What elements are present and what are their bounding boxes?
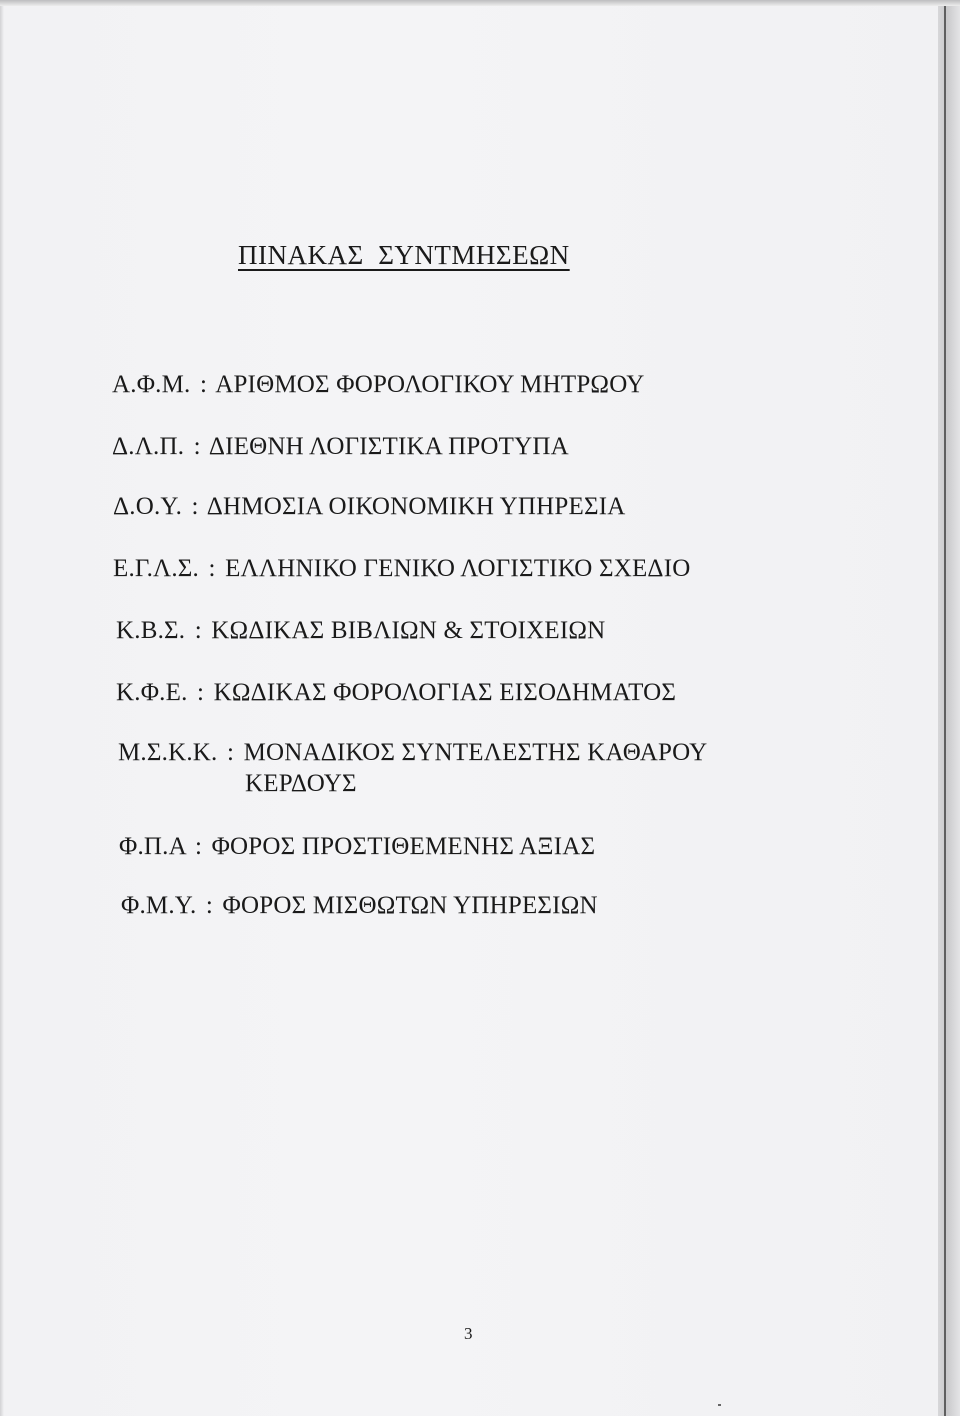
abbreviation-entry <box>119 834 595 859</box>
abbreviation-entry <box>121 893 598 918</box>
binding-edge <box>938 0 960 1416</box>
separator: : <box>194 833 203 860</box>
abbreviation-meaning-continuation: ΚΕΡΔΟΥΣ <box>245 770 357 797</box>
abbreviation-meaning: ΔΙΕΘΝΗ ΛΟΓΙΣΤΙΚΑ ΠΡΟΤΥΠΑ <box>208 433 569 460</box>
abbreviation-meaning: ΦΟΡΟΣ ΜΙΣΘΩΤΩΝ ΥΠΗΡΕΣΙΩΝ <box>222 892 598 919</box>
abbreviation: Μ.Σ.Κ.Κ. <box>118 739 218 766</box>
separator: : <box>199 371 208 398</box>
page-left-shadow <box>0 0 4 1416</box>
abbreviation-entry <box>113 494 625 519</box>
separator: : <box>226 739 235 766</box>
abbreviation-meaning: ΜΟΝΑΔΙΚΟΣ ΣΥΝΤΕΛΕΣΤΗΣ ΚΑΘΑΡΟΥ <box>243 739 708 766</box>
abbreviation: Δ.Ο.Υ. <box>113 493 183 520</box>
separator: : <box>197 679 205 706</box>
scan-top-edge <box>0 0 960 6</box>
separator: : <box>208 555 216 582</box>
abbreviation: Κ.Φ.Ε. <box>116 679 188 706</box>
separator: : <box>205 892 214 919</box>
abbreviation: Φ.Π.Α <box>119 833 186 860</box>
page-title: ΠΙΝΑΚΑΣ ΣΥΝΤΜΗΣΕΩΝ <box>238 240 570 270</box>
abbreviation-entry <box>112 372 644 397</box>
abbreviation: Ε.Γ.Λ.Σ. <box>113 555 199 582</box>
abbreviation-entry <box>118 740 707 765</box>
separator: : <box>194 617 202 644</box>
abbreviation-entry <box>116 680 676 705</box>
abbreviation: Φ.Μ.Υ. <box>121 892 197 919</box>
abbreviation: Κ.Β.Σ. <box>116 617 186 644</box>
abbreviation-meaning: ΚΩΔΙΚΑΣ ΦΟΡΟΛΟΓΙΑΣ ΕΙΣΟΔΗΜΑΤΟΣ <box>213 679 677 706</box>
page-number: 3 <box>464 1324 473 1343</box>
abbreviation-entry <box>112 434 569 459</box>
abbreviation: Δ.Λ.Π. <box>112 433 185 460</box>
abbreviation-meaning: ΕΛΛΗΝΙΚΟ ΓΕΝΙΚΟ ΛΟΓΙΣΤΙΚΟ ΣΧΕΔΙΟ <box>225 555 691 582</box>
separator: : <box>191 493 199 520</box>
abbreviation-entry <box>113 556 690 581</box>
abbreviation-meaning: ΚΩΔΙΚΑΣ ΒΙΒΛΙΩΝ & ΣΤΟΙΧΕΙΩΝ <box>211 617 606 644</box>
abbreviation: Α.Φ.Μ. <box>112 371 191 398</box>
abbreviation-meaning: ΦΟΡΟΣ ΠΡΟΣΤΙΘΕΜΕΝΗΣ ΑΞΙΑΣ <box>211 833 596 860</box>
abbreviation-meaning: ΔΗΜΟΣΙΑ ΟΙΚΟΝΟΜΙΚΗ ΥΠΗΡΕΣΙΑ <box>206 493 626 520</box>
binding-edge-line <box>944 0 946 1416</box>
scan-speck <box>718 1404 721 1406</box>
separator: : <box>193 433 201 460</box>
abbreviation-meaning: ΑΡΙΘΜΟΣ ΦΟΡΟΛΟΓΙΚΟΥ ΜΗΤΡΩΟΥ <box>215 371 645 398</box>
abbreviation-entry <box>116 618 605 643</box>
